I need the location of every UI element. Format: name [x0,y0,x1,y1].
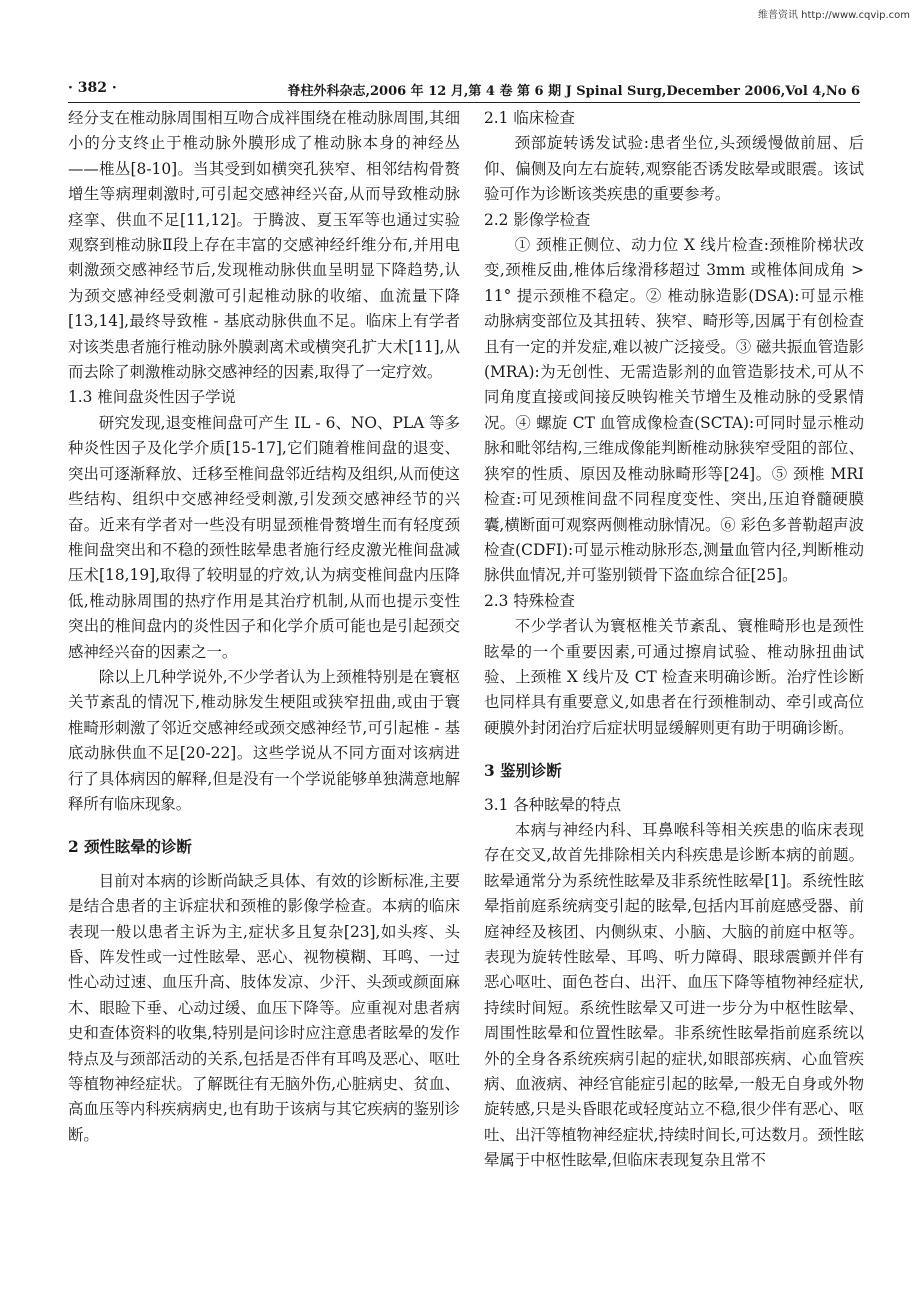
paragraph: 颈部旋转诱发试验:患者坐位,头颈缓慢做前屈、后仰、偏侧及向左右旋转,观察能否诱发眩晕或眼震。该试验可作为诊断该类疾患的重要参考。 [484,134,864,204]
section-heading-2-2: 2.2 影像学检查 [484,210,591,229]
section-heading-2-1: 2.1 临床检查 [484,109,575,127]
paragraph: 研究发现,退变椎间盘可产生 IL - 6、NO、PLA 等多种炎性因子及化学介质[15-17],它们随着椎间盘的退变、突出可逐渐释放、迁移至椎间盘邻近结构及组织,从而使这些结构、组织中交感神经受刺激,引发颈交感神经节的兴奋。近来有学者对一些没有明显颈椎骨赘增生而有轻度颈椎间盘突出和不稳的颈性眩晕患者施行经皮激光椎间盘减压术[18,19],取得了较明显的疗效,认为病变椎间盘内压降低,椎动脉周围的热疗作用是其治疗机制,从而也提示变性突出的椎间盘内的炎性因子和化学介质可能也是引起颈交感神经兴奋的因素之一。 [68,413,460,661]
page-number: · 382 · [68,80,117,96]
paragraph: 本病与神经内科、耳鼻喉科等相关疾患的临床表现存在交叉,故首先排除相关内科疾患是诊断本病的前题。眩晕通常分为系统性眩晕及非系统性眩晕[1]。系统性眩晕指前庭系统病变引起的眩晕,包括内耳前庭感受器、前庭神经及核团、内侧纵束、小脑、大脑的前庭中枢等。表现为旋转性眩晕、耳鸣、听力障碍、眼球震颤并伴有恶心呕吐、面色苍白、出汗、血压下降等植物神经症状,持续时间短。系统性眩晕又可进一步分为中枢性眩晕、周围性眩晕和位置性眩晕。非系统性眩晕指前庭系统以外的全身各系统疾病引起的症状,如眼部疾病、心血管疾病、血液病、神经官能症引起的眩晕,一般无自身或外物旋转感,只是头昏眼花或轻度站立不稳,很少伴有恶心、呕吐、出汗等植物神经症状,持续时间长,可达数月。颈性眩晕属于中枢性眩晕,但临床表现复杂且常不 [484,820,864,1170]
section-heading-3-1: 3.1 各种眩晕的特点 [484,795,622,814]
site-watermark: 维普资讯 http://www.cqvip.com [757,10,910,21]
section-heading-3: 3 鉴别诊断 [484,762,562,781]
paragraph: 经分支在椎动脉周围相互吻合成袢围绕在椎动脉周围,其细小的分支终止于椎动脉外膜形成了椎动脉本身的神经丛——椎丛[8-10]。当其受到如横突孔狭窄、相邻结构骨赘增生等病理刺激时,可引起交感神经兴奋,从而导致椎动脉痉挛、供血不足[11,12]。于腾波、夏玉军等也通过实验观察到椎动脉Ⅱ段上存在丰富的交感神经纤维分布,并用电刺激颈交感神经节后,发现椎动脉供血呈明显下降趋势,认为颈交感神经受刺激可引起椎动脉的收缩、血流量下降[13,14],最终导致椎 - 基底动脉供血不足。临床上有学者对该类患者施行椎动脉外膜剥离术或横突孔扩大术[11],从而去除了刺激椎动脉交感神经的因素,取得了一定疗效。 [68,109,460,382]
paragraph: 除以上几种学说外,不少学者认为上颈椎特别是在寰枢关节紊乱的情况下,椎动脉发生梗阻或狭窄扭曲,或由于寰椎畸形刺激了邻近交感神经或颈交感神经节,可引起椎 - 基底动脉供血不足[20-22]。这些学说从不同方面对该病进行了具体病因的解释,但是没有一个学说能够单独满意地解释所有临床现象。 [68,667,460,813]
section-heading-2: 2 颈性眩晕的诊断 [68,838,192,857]
journal-citation: 脊柱外科杂志,2006 年 12 月,第 4 卷 第 6 期 J Spinal Surg,December 2006,Vol 4,No 6 [287,84,860,99]
paragraph: 不少学者认为寰枢椎关节紊乱、寰椎畸形也是颈性眩晕的一个重要因素,可通过擦肩试验、椎动脉扭曲试验、上颈椎 X 线片及 CT 检查来明确诊断。治疗性诊断也同样具有重要意义,如患者在行颈椎制动、牵引或高位硬膜外封闭治疗后症状明显缓解则更有助于明确诊断。 [484,617,864,737]
paragraph: 目前对本病的诊断尚缺乏具体、有效的诊断标准,主要是结合患者的主诉症状和颈椎的影像学检查。本病的临床表现一般以患者主诉为主,症状多且复杂[23],如头疼、头昏、阵发性或一过性眩晕、恶心、视物模糊、耳鸣、一过性心动过速、血压升高、肢体发凉、少汗、头颈或颜面麻木、眼睑下垂、心动过缓、血压下降等。应重视对患者病史和查体资料的收集,特别是问诊时应注意患者眩晕的发作特点及与颈部活动的关系,包括是否伴有耳鸣及恶心、呕吐等植物神经症状。了解既往有无脑外伤,心脏病史、贫血、高血压等内科疾病病史,也有助于该病与其它疾病的鉴别诊断。 [68,871,460,1144]
running-header [68,80,860,103]
paragraph: ① 颈椎正侧位、动力位 X 线片检查:颈椎阶梯状改变,颈椎反曲,椎体后缘滑移超过 3mm 或椎体间成角 > 11° 提示颈椎不稳定。② 椎动脉造影(DSA):可显示椎动脉病变部位及其扭转、狭窄、畸形等,因属于有创检查且有一定的并发症,难以被广泛接受。③ 磁共振血管造影(MRA):为无创性、无需造影剂的血管造影技术,可从不同角度直接或间接反映钩椎关节增生及椎动脉的受累情况。④ 螺旋 CT 血管成像检查(SCTA):可同时显示椎动脉和毗邻结构,三维成像能判断椎动脉狭窄受阻的部位、狭窄的性质、原因及椎动脉畸形等[24]。⑤ 颈椎 MRI 检查:可见颈椎间盘不同程度变性、突出,压迫脊髓硬膜囊,横断面可观察两侧椎动脉情况。⑥ 彩色多普勒超声波检查(CDFI):可显示椎动脉形态,测量血管内径,判断椎动脉供血情况,并可鉴别锁骨下盗血综合征[25]。 [484,236,864,585]
section-heading-1-3: 1.3 椎间盘炎性因子学说 [68,388,236,407]
right-column [484,106,864,1174]
section-heading-2-3: 2.3 特殊检查 [484,591,575,610]
left-column [68,106,460,1148]
